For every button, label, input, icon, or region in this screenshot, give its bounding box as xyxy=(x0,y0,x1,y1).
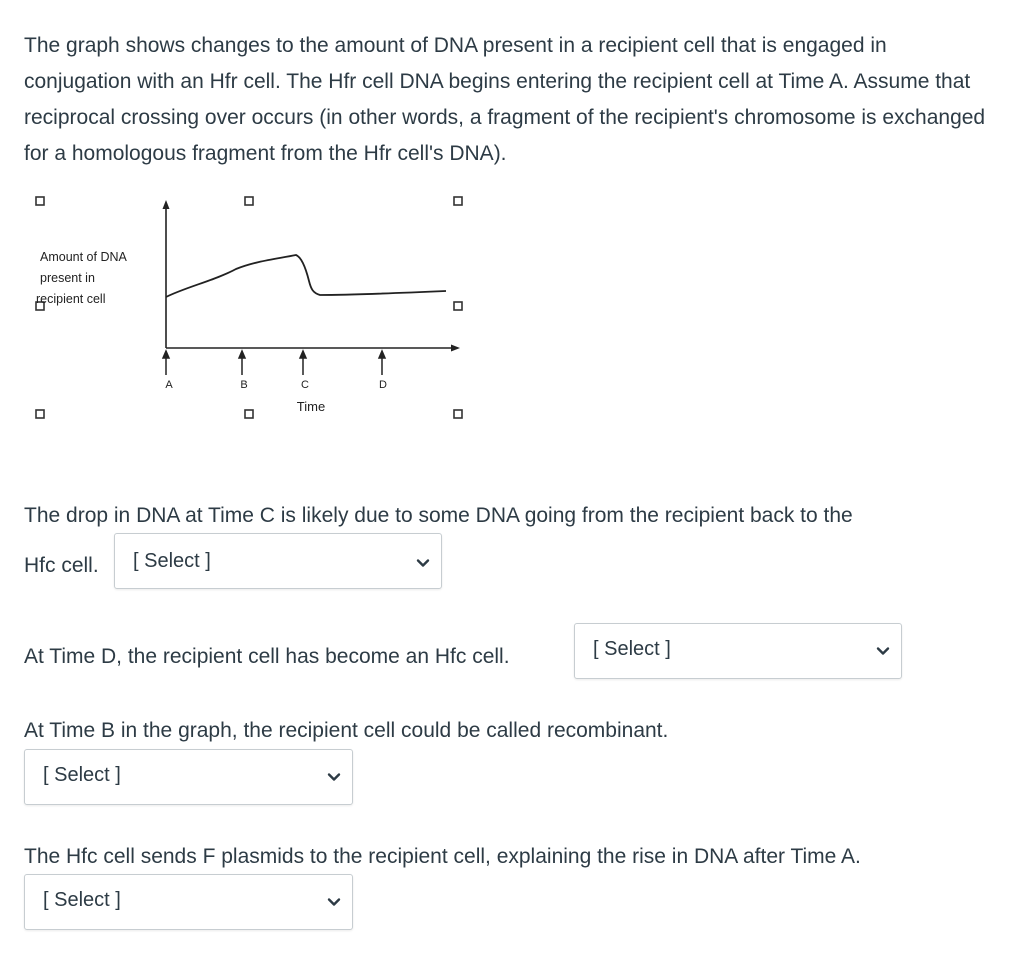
dna-graph xyxy=(0,185,520,435)
resize-handle-icon xyxy=(36,410,44,418)
y-axis-label: Amount of DNA xyxy=(40,250,127,264)
resize-handle-icon xyxy=(245,197,253,205)
answer-select-3[interactable] xyxy=(24,749,353,805)
chevron-down-icon xyxy=(326,894,342,910)
tick-label: D xyxy=(379,379,387,391)
question-4-text: The Hfc cell sends F plasmids to the recipient cell, explaining the rise in DNA after Time A. xyxy=(24,845,861,868)
tick-label: B xyxy=(240,379,248,391)
answer-select-4[interactable] xyxy=(24,874,353,930)
dna-curve xyxy=(166,255,446,297)
question-3-text: At Time B in the graph, the recipient cell could be called recombinant. xyxy=(24,719,669,742)
resize-handle-icon xyxy=(36,197,44,205)
x-axis-arrow xyxy=(451,345,460,352)
resize-handle-icon xyxy=(454,302,462,310)
question-2-text: At Time D, the recipient cell has become an Hfc cell. xyxy=(24,645,510,668)
chevron-down-icon xyxy=(326,769,342,785)
y-axis-label: recipient cell xyxy=(36,292,106,306)
answer-select-1[interactable] xyxy=(114,533,442,589)
resize-handle-icon xyxy=(245,410,253,418)
resize-handle-icon xyxy=(454,197,462,205)
answer-select-2[interactable] xyxy=(574,623,902,679)
select-value: [ Select ] xyxy=(43,764,121,786)
question-intro: The graph shows changes to the amount of DNA present in a recipient cell that is engaged in conjugation with an Hfr cell. The Hfr cell DNA begins entering the recipient cell at Time A. Assume that reciprocal crossing over occurs (in other words, a fragment of the recipient's chromosome is exchanged for a homologous fragment from the Hfr cell's DNA). xyxy=(24,34,986,165)
y-axis-label: present in xyxy=(40,271,95,285)
question-1-text: Hfc cell. xyxy=(24,554,99,577)
select-value: [ Select ] xyxy=(133,550,211,572)
resize-handle-icon xyxy=(454,410,462,418)
select-value: [ Select ] xyxy=(593,638,671,660)
chevron-down-icon xyxy=(415,555,431,571)
tick-label: C xyxy=(301,379,309,391)
select-value: [ Select ] xyxy=(43,889,121,911)
tick-label: A xyxy=(165,379,173,391)
y-axis-arrow xyxy=(163,200,170,209)
question-1-text: The drop in DNA at Time C is likely due to some DNA going from the recipient back to the xyxy=(24,504,853,527)
chevron-down-icon xyxy=(875,643,891,659)
x-axis-label: Time xyxy=(296,399,326,414)
